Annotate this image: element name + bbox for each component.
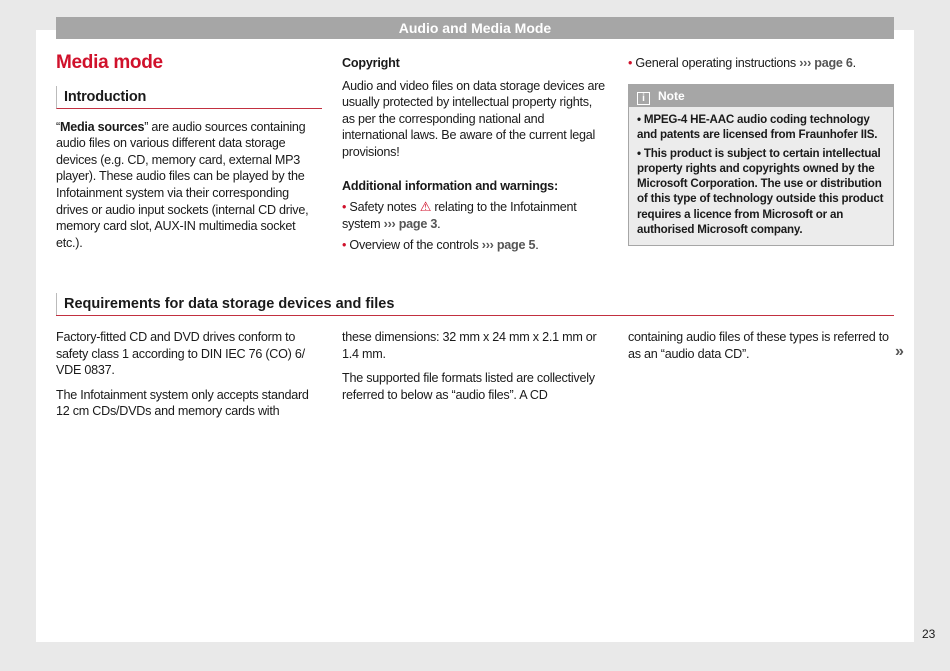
- left-column: [56, 52, 322, 251]
- section-header: Audio and Media Mode: [56, 17, 894, 39]
- page-title: Media mode: [56, 52, 163, 73]
- paragraph: The Infotainment system only accepts standard 12 cm CDs/DVDs and memory cards with: [56, 387, 309, 419]
- additional-heading: Additional information and warnings:: [342, 178, 558, 193]
- middle-column: [342, 55, 608, 254]
- bullet-icon: •: [342, 238, 347, 253]
- bullet-text: General operating instructions: [635, 56, 796, 70]
- period: .: [852, 56, 856, 70]
- bullet-text: Safety notes: [349, 200, 417, 215]
- bullet-icon: •: [628, 56, 633, 70]
- list-item: [342, 199, 608, 232]
- note-header: [629, 85, 893, 107]
- continue-icon: »: [895, 343, 904, 360]
- period: .: [437, 216, 441, 231]
- bullet-text: Overview of the controls: [349, 238, 479, 253]
- page-number: 23: [922, 627, 936, 641]
- note-item: • MPEG-4 HE-AAC audio coding technology and patents are licensed from Fraunhofer IIS.: [637, 113, 878, 142]
- paragraph: Factory-fitted CD and DVD drives conform to safety class 1 according to DIN IEC 76 (CO) 6/ VDE 0837.: [56, 330, 305, 378]
- paragraph: The supported file formats listed are collectively referred to below as “audio files”. A CD: [342, 371, 595, 402]
- note-body: [629, 107, 893, 245]
- right-column: [628, 55, 894, 72]
- copyright-text: Audio and video files on data storage devices are usually protected by intellectual property rights, as per the corresponding national and international laws. Be aware of the current legal provisions!: [342, 78, 605, 159]
- period: .: [535, 238, 539, 253]
- copyright-heading: Copyright: [342, 56, 400, 70]
- requirements-heading-text: Requirements for data storage devices and files: [56, 293, 394, 315]
- paragraph: containing audio files of these types is referred to as an “audio data CD”.: [628, 330, 889, 361]
- info-icon: i: [637, 92, 650, 105]
- quote: “: [56, 119, 60, 134]
- req-col-3: [628, 329, 894, 362]
- page-link[interactable]: ››› page 3: [383, 216, 438, 231]
- note-title: Note: [658, 89, 685, 103]
- req-col-1: [56, 329, 322, 420]
- intro-text: [56, 119, 322, 252]
- warning-triangle-icon: ⚠: [419, 199, 432, 215]
- intro-body: ” are audio sources containing audio files on various different data storage devices (e.g. CD, memory card, external MP3 player). These audio files can be played by the Infotainment system via their corresponding drives or audio input sockets (internal CD drive, memory card slot, AUX-IN multimedia socket etc.).: [56, 119, 309, 250]
- note-box: [628, 84, 894, 246]
- bullet-icon: •: [342, 200, 347, 215]
- list-item: [342, 237, 608, 254]
- bullet-text: relating to the Infotainment system: [342, 200, 577, 231]
- intro-bold: Media sources: [59, 119, 145, 134]
- list-item: [628, 55, 894, 72]
- paragraph: these dimensions: 32 mm x 24 mm x 2.1 mm or 1.4 mm.: [342, 330, 597, 361]
- req-col-2: [342, 329, 608, 403]
- page-link[interactable]: ››› page 6: [799, 56, 853, 70]
- intro-heading: Introduction: [56, 86, 322, 109]
- page-link[interactable]: ››› page 5: [481, 238, 536, 253]
- requirements-heading: [56, 293, 894, 316]
- note-item: • This product is subject to certain intellectual property rights and copyrights owned by the Microsoft Corporation. The use or distribution of this type of technology outside this product requires a licence from Microsoft or an authorised Microsoft company.: [637, 146, 884, 237]
